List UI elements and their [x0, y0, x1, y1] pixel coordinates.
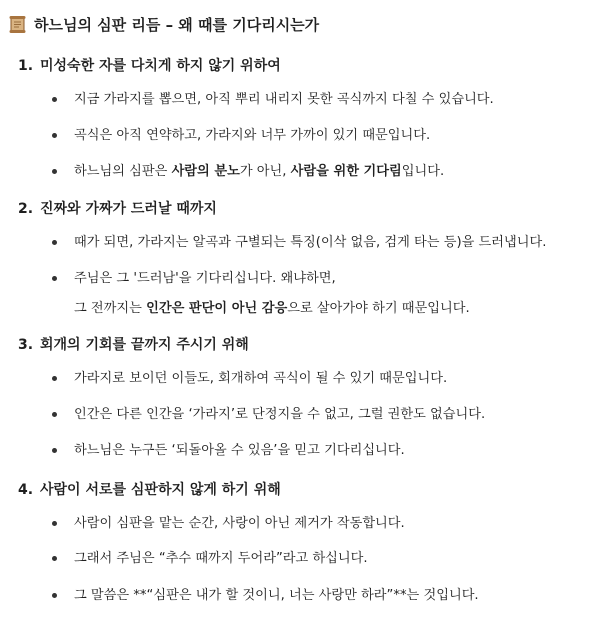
- list-item-text: [74, 436, 405, 466]
- list-item-line: [74, 544, 368, 574]
- section-heading-text: 회개의 기회를 끝까지 주시기 위해: [40, 337, 249, 353]
- section-number: 1.: [18, 58, 34, 74]
- list-item-line: [74, 264, 470, 294]
- list-item-text: [74, 228, 546, 258]
- bullet-dot-icon: [52, 240, 57, 245]
- section-heading-4: [18, 479, 281, 499]
- bold-text: 사람을 위한 기다림: [290, 164, 402, 179]
- list-item-line: [74, 121, 430, 151]
- bullet-dot-icon: [52, 97, 57, 102]
- text-run: 하느님의 심판은: [74, 164, 172, 179]
- list-item-line: [74, 581, 479, 611]
- bullet-dot-icon: [52, 593, 57, 598]
- scroll-icon: [8, 15, 27, 34]
- text-run: 주님은 그 '드러남'을 기다리십니다. 왜냐하면,: [74, 271, 336, 286]
- section-heading-text: 미성숙한 자를 다치게 하지 않기 위하여: [40, 58, 281, 74]
- list-item-line: [74, 364, 447, 394]
- text-run: 그 전까지는: [74, 301, 147, 316]
- text-run: 인간은 다른 인간을 ‘가라지’로 단정지을 수 없고, 그럴 권한도 없습니다.: [74, 407, 486, 422]
- list-item-line: [74, 85, 494, 115]
- text-run: 때가 되면, 가라지는 알곡과 구별되는 특징(이삭 없음, 검게 타는 등)을 드러냅니다.: [74, 235, 547, 250]
- section-number: 2.: [18, 201, 34, 217]
- text-run: 그래서 주님은 “추수 때까지 두어라”라고 하십니다.: [74, 551, 368, 566]
- bullet-dot-icon: [52, 169, 57, 174]
- text-run: 가라지로 보이던 이들도, 회개하여 곡식이 될 수 있기 때문입니다.: [74, 371, 448, 386]
- list-item-line: [74, 509, 405, 539]
- text-run: 가 아닌,: [239, 164, 291, 179]
- list-item-text: [74, 400, 485, 430]
- list-item-text: [74, 264, 470, 324]
- text-run: 곡식은 아직 연약하고, 가라지와 너무 가까이 있기 때문입니다.: [74, 128, 431, 143]
- bold-text: 인간은 판단이 아닌 감응: [146, 301, 288, 316]
- list-item-line: [74, 294, 470, 324]
- page-title-text: 하느님의 심판 리듬 – 왜 때를 기다리시는가: [34, 16, 320, 34]
- list-item-text: [74, 509, 405, 539]
- list-item-text: [74, 581, 479, 611]
- bullet-dot-icon: [52, 276, 57, 281]
- list-item-text: [74, 85, 494, 115]
- section-number: 4.: [18, 482, 34, 498]
- section-heading-text: 진짜와 가짜가 드러날 때까지: [40, 201, 217, 217]
- list-item-text: [74, 121, 430, 151]
- section-number: 3.: [18, 337, 34, 353]
- section-heading-text: 사람이 서로를 심판하지 않게 하기 위해: [40, 482, 281, 498]
- text-run: 그 말씀은 **“심판은 내가 할 것이니, 너는 사랑만 하라”**는 것입니다.: [74, 588, 479, 603]
- bullet-dot-icon: [52, 556, 57, 561]
- bullet-dot-icon: [52, 521, 57, 526]
- section-heading-2: [18, 198, 217, 218]
- page-title: [8, 14, 319, 35]
- list-item-text: [74, 157, 444, 187]
- bullet-dot-icon: [52, 448, 57, 453]
- list-item-line: [74, 157, 444, 187]
- list-item-line: [74, 228, 546, 258]
- text-run: 으로 살아가야 하기 때문입니다.: [287, 301, 470, 316]
- list-item-text: [74, 544, 368, 574]
- list-item-line: [74, 436, 405, 466]
- section-heading-3: [18, 334, 249, 354]
- list-item-line: [74, 400, 485, 430]
- text-run: 입니다.: [401, 164, 445, 179]
- text-run: 하느님은 누구든 ‘되돌아올 수 있음’을 믿고 기다리십니다.: [74, 443, 405, 458]
- text-run: 지금 가라지를 뽑으면, 아직 뿌리 내리지 못한 곡식까지 다칠 수 있습니다.: [74, 92, 494, 107]
- bold-text: 사람의 분노: [171, 164, 240, 179]
- list-item-text: [74, 364, 447, 394]
- bullet-dot-icon: [52, 376, 57, 381]
- bullet-dot-icon: [52, 412, 57, 417]
- text-run: 사람이 심판을 맡는 순간, 사랑이 아닌 제거가 작동합니다.: [74, 516, 405, 531]
- section-heading-1: [18, 55, 281, 75]
- bullet-dot-icon: [52, 133, 57, 138]
